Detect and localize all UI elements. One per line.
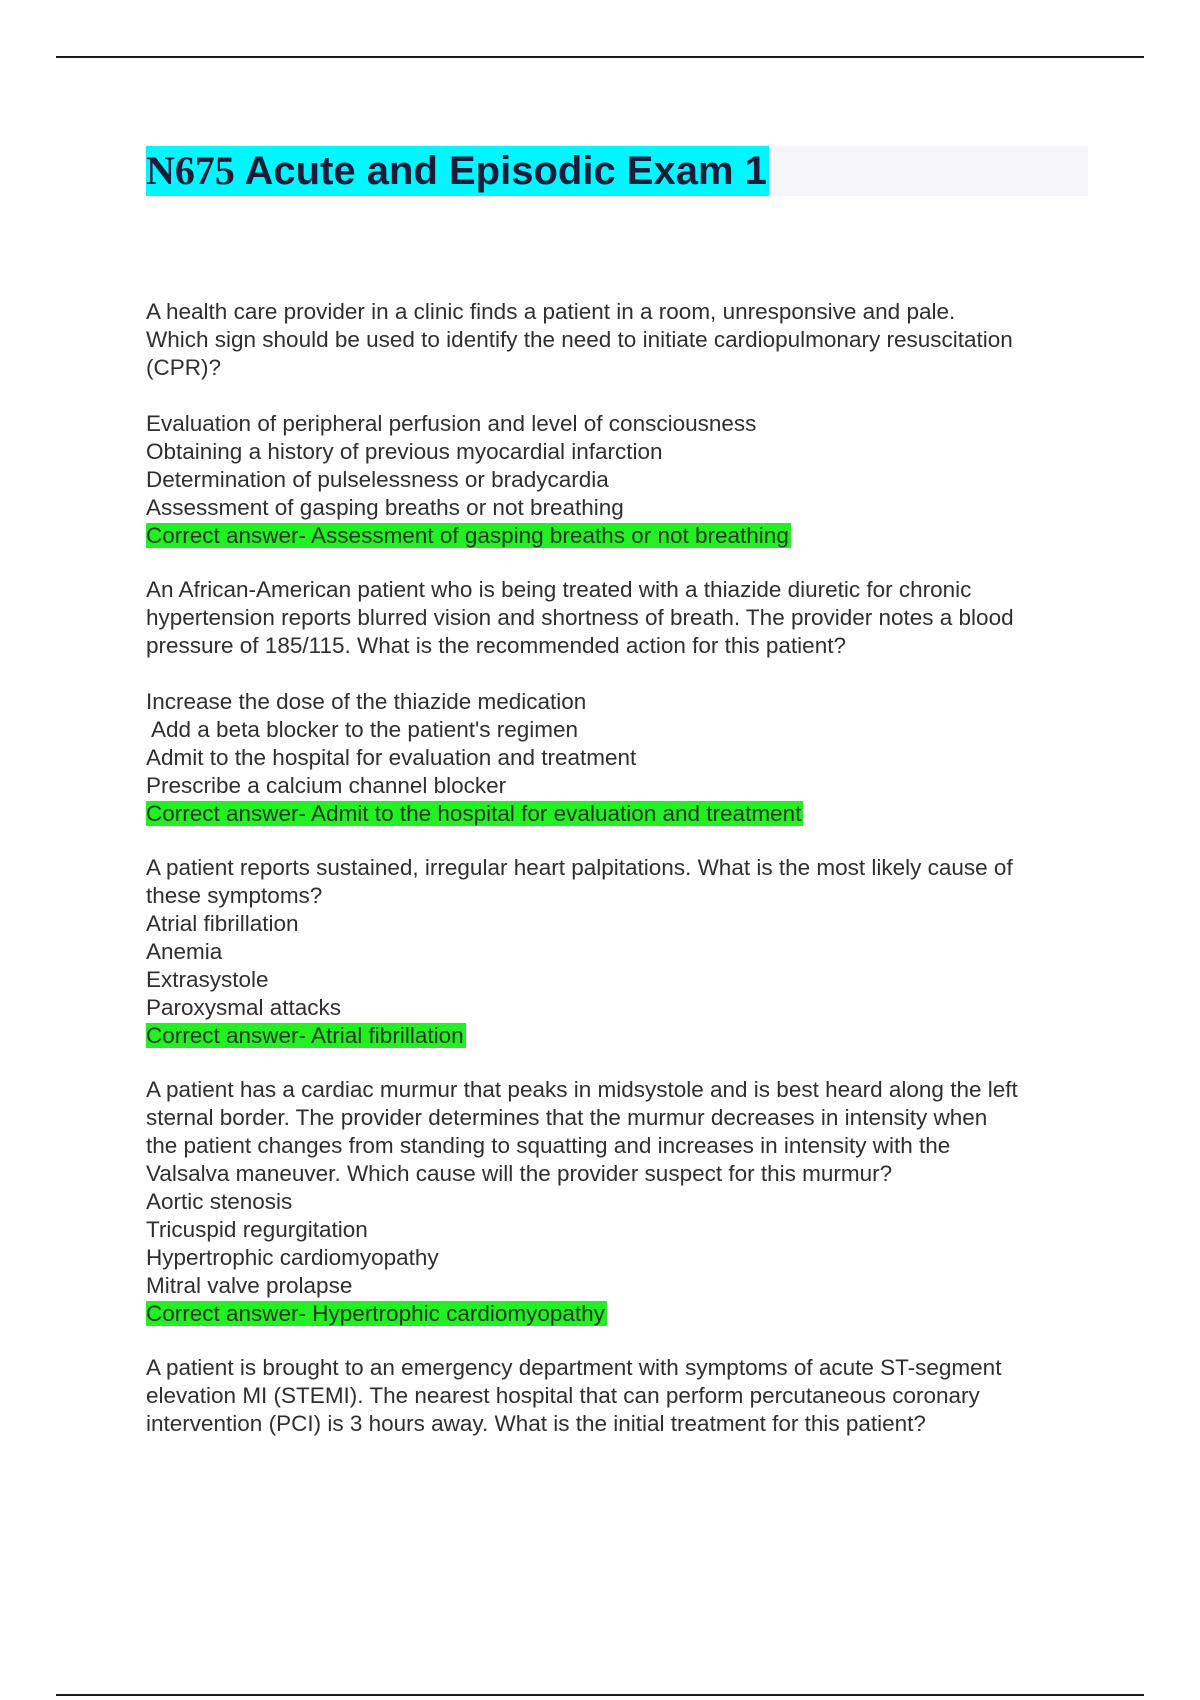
question-2 [146,576,1086,828]
correct-answer [146,1022,1086,1050]
correct-answer-text: Correct answer- Assessment of gasping breaths or not breathing [146,523,789,548]
title-number: N675 [146,148,235,193]
correct-answer-text: Correct answer- Atrial fibrillation [146,1023,464,1048]
document-title [146,146,769,196]
question-stem-line: (CPR)? [146,355,222,380]
question-stem-line: A patient has a cardiac murmur that peaks in midsystole and is best heard along the left [146,1077,1018,1102]
correct-answer-text: Correct answer- Hypertrophic cardiomyopathy [146,1301,605,1326]
answer-option: Hypertrophic cardiomyopathy [146,1245,439,1270]
question-stem-line: elevation MI (STEMI). The nearest hospital that can perform percutaneous coronary [146,1383,980,1408]
bottom-rule [56,1694,1144,1696]
answer-option: Mitral valve prolapse [146,1273,353,1298]
answer-option: Atrial fibrillation [146,911,299,936]
correct-answer-text: Correct answer- Admit to the hospital for evaluation and treatment [146,801,802,826]
question-1 [146,298,1086,550]
answer-option: Add a beta blocker to the patient's regimen [146,717,579,742]
question-5 [146,1354,1086,1438]
question-stem-line: hypertension reports blurred vision and shortness of breath. The provider notes a blood [146,605,1014,630]
question-stem-line: A health care provider in a clinic finds a patient in a room, unresponsive and pale. [146,299,956,324]
answer-option: Evaluation of peripheral perfusion and level of consciousness [146,411,757,436]
answer-option: Assessment of gasping breaths or not breathing [146,495,624,520]
question-stem-line: the patient changes from standing to squatting and increases in intensity with the [146,1133,951,1158]
document-body [146,298,1086,1438]
question-4 [146,1076,1086,1328]
answer-option: Obtaining a history of previous myocardial infarction [146,439,663,464]
answer-option: Admit to the hospital for evaluation and treatment [146,745,637,770]
correct-answer [146,800,1086,828]
question-stem-line: these symptoms? [146,883,323,908]
correct-answer [146,522,1086,550]
question-stem-line: Valsalva maneuver. Which cause will the provider suspect for this murmur? [146,1161,893,1186]
top-rule [56,56,1144,58]
answer-option: Tricuspid regurgitation [146,1217,368,1242]
question-stem-line: Which sign should be used to identify the need to initiate cardiopulmonary resuscitation [146,327,1013,352]
question-stem-line: A patient is brought to an emergency department with symptoms of acute ST-segment [146,1355,1002,1380]
answer-option: Anemia [146,939,223,964]
question-stem-line: An African-American patient who is being treated with a thiazide diuretic for chronic [146,577,972,602]
answer-option: Prescribe a calcium channel blocker [146,773,507,798]
correct-answer [146,1300,1086,1328]
answer-option: Increase the dose of the thiazide medication [146,689,587,714]
question-stem-line: intervention (PCI) is 3 hours away. What is the initial treatment for this patient? [146,1411,926,1436]
title-text: Acute and Episodic Exam 1 [234,149,767,193]
answer-option: Aortic stenosis [146,1189,293,1214]
question-stem-line: sternal border. The provider determines that the murmur decreases in intensity when [146,1105,988,1130]
question-3 [146,854,1086,1050]
answer-option: Extrasystole [146,967,269,992]
answer-option: Determination of pulselessness or bradycardia [146,467,609,492]
answer-option: Paroxysmal attacks [146,995,342,1020]
question-stem-line: A patient reports sustained, irregular heart palpitations. What is the most likely cause of [146,855,1013,880]
question-stem-line: pressure of 185/115. What is the recommended action for this patient? [146,633,846,658]
